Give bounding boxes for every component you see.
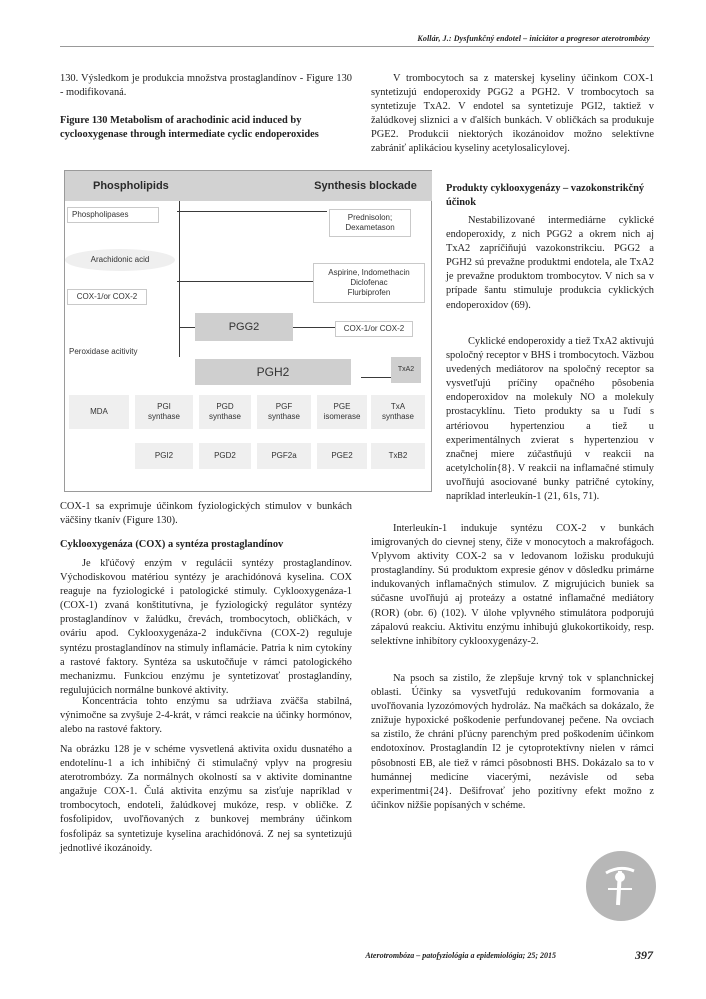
cox-expression-paragraph: COX-1 sa exprimuje účinkom fyziologických stimulov v bunkách väčšiny tkanív (Figure 130). — [60, 501, 352, 527]
footer-journal: Aterotrombóza – patofyziológia a epidemiológia; 25; 2015 — [365, 951, 556, 960]
fig-pgh2: PGH2 — [195, 359, 351, 385]
right-paragraph-0: V trombocytoch sa z materskej kyseliny účinkom COX-1 syntetizujú endoperoxidy PGG2 a PGH2. V trombocytoch sa syntetizuje TxA2. V endotel sa syntetizuje PGI2, taktiež v žalúdkovej sliznici a v ďalších bunkách. V obličkách sa produkuje PGE2. Produkcii niektorých ikozánoidov možno selektívne zabrániť aplikáciou kyseliny acetylosalicylovej. — [371, 73, 654, 155]
right-paragraph-2: Cyklické endoperoxidy a tiež TxA2 aktivujú spoločný receptor v BHS i trombocytoch. Väzbou uvedených mediátorov na spoločný receptor sa vysvetľujú príčiny opačného pôsobenia endoperoxidov na molekuly NO a molekuly prostacyklínu. Tieto produkty sa u ľudí s artériovou hypertenziou a tiež u experimentálnych zvierat s hypertenziou v značnej miere zúčastňujú v reakcii na acetylcholín{8}. V reakcii na inflamačné stimuly uvoľňujú asociované bunky patričné cytokíny, napríklad interleukín-1 (21, 61s, 71). — [446, 336, 654, 503]
fig-phospholipases: Phospholipases — [67, 207, 159, 223]
fig-txa-synthase: TxA synthase — [371, 395, 425, 429]
left-paragraph-3: Na obrázku 128 je v schéme vysvetlená aktivita oxidu dusnatého a endotelínu-1 a ich inhibičný či stimulačný vplyv na progresiu aterotrombózy. Za normálnych okolností sa v aktivite dominantne angažuje COX-1. Čulá aktivita enzýmu sa zisťuje napríklad v trombocytoch, endoteli, žalúdkovej mukóze, resp. v obličke. Z fosfolipidov, uvoľňovaných z bunkovej membrány účinkom fosfolipáz sa syntetizuje kyselina arachidónová. Z nej sa syntetizujú jednotlivé ikozánoidy. — [60, 744, 352, 854]
right-paragraph-3: Interleukín-1 indukuje syntézu COX-2 v bunkách imigrovaných do cievnej steny, čiže v monocytoch a makrofágoch. Vplyvom aktivity COX-2 sa v ledovanom ložisku produkujú prostaglandíny. Sú produktom expresie génov v dôsledku primárne indukovaných inflamačných stimulov. Z migrujúcich buniek sa súčasne uvoľňujú aj proteázy a ostatné inflamačné mediátory (ROR) (obr. 6) (102). V úlohe vplyvného stimulátora podporujú zápalovú reakciu. Aktivitu enzýmu inhibujú glukokortikoidy, resp. selektívne inhibítory cyklooxygenázy-2. — [371, 523, 654, 647]
fig-txa2-box: TxA2 — [391, 357, 421, 383]
fig-pgi2: PGI2 — [135, 443, 193, 469]
right-paragraph-4: Na psoch sa zistilo, že zlepšuje krvný tok v splanchnickej oblasti. Účinky sa vysvetľujú redukovaním formovania a uvoľňovania lyzozómových hydroláz. Na mačkách sa dokázalo, že znižuje hypoxické poškodenie perfundovanej pečene. Na ovciach sa zistilo, že chráni pľúcny parenchým pred poškodením účinkom endotoxínov. Prostaglandín I2 je cytoprotektívny nielen v rámci pôsobnosti EB, ale tiež v rámci pôsobnosti BHS. Dokázalo sa to v humánnej medicíne viacerými, nezávisle od seba experimentmi{24}. Dešifrovať jeho pozitívny efekt možno z účinkov nižšie popísaných v schéme. — [371, 673, 654, 811]
fig-line — [361, 377, 391, 378]
left-paragraph-1: Je kľúčový enzým v regulácii syntézy prostaglandínov. Východiskovou matériou syntézy je arachidónová kyselina. COX reaguje na fyziologické i patologické stimuly. Cyklooxygenáza-1 (COX-1) zvaná konštitutívna, je fyziologický regulátor syntézy prostaglandínov v žalúdku, črevách, trombocytoch, obličkách, v ováriu apod. Cyklooxygenáza-2 indukčívna (COX-2) reguluje syntézu prostaglandínov na stimuly inflamácie. Patria k nim cytokíny a rastové faktory. Syntéza sa uskutočňuje v rámci patologického mechanizmu. Funkciou enzýmu je syntetizovať prostaglandíny, regulujúcich normálne bunkové aktivity. — [60, 558, 352, 696]
running-head: Kollár, J.: Dysfunkčný endotel – iniciátor a progresor aterotrombózy — [417, 34, 650, 43]
fig-pge-isomerase: PGE isomerase — [317, 395, 367, 429]
figure-title: Figure 130 Metabolism of arachodinic acid induced by cyclooxygenase through intermediate cyclic endoperoxides — [60, 115, 319, 141]
fig-pge2: PGE2 — [317, 443, 367, 469]
fig-pgf2a: PGF2a — [257, 443, 311, 469]
section-title-cox: Cyklooxygenáza (COX) a syntéza prostaglandínov — [60, 539, 284, 550]
fig-line — [177, 281, 313, 282]
fig-aspirine: Aspirine, Indomethacin Diclofenac Flurbiprofen — [313, 263, 425, 303]
journal-logo — [586, 851, 656, 921]
fig-synthesis-blockade: Synthesis blockade — [299, 171, 432, 201]
fig-line — [179, 327, 195, 328]
fig-line — [179, 201, 180, 357]
fig-arachidonic: Arachidonic acid — [65, 249, 175, 271]
fig-mda: MDA — [69, 395, 129, 429]
section-title-products: Produkty cyklooxygenázy – vazokonstrikčný účinok — [446, 183, 645, 208]
fig-pgi-synthase: PGI synthase — [135, 395, 193, 429]
fig-prednisolon: Prednisolon; Dexametason — [329, 209, 411, 237]
left-paragraph-2: Koncentrácia tohto enzýmu sa udržiava zväčša stabilná, výnimočne sa zvyšuje 2-4-krát, v rámci reakcie na účinky hormónov, alebo na rastové faktory. — [60, 696, 352, 736]
header-rule — [60, 46, 654, 47]
fig-line — [177, 211, 327, 212]
fig-pgd-synthase: PGD synthase — [199, 395, 251, 429]
figure-diagram — [64, 170, 432, 492]
fig-txb2: TxB2 — [371, 443, 425, 469]
right-paragraph-1: Nestabilizované intermediárne cyklické endoperoxidy, z nich PGG2 a okrem nich aj TxA2 zapríčiňujú vazokonstrikciu. PGG2 a PGH2 sú prevažne produktmi endotela, ale TxA2 je prevažne produktom trombocytov. V nich sa v prípade šantu stimuluje produkcia cyklických endoperoxidov (69). — [446, 215, 654, 311]
fig-pgg2: PGG2 — [195, 313, 293, 341]
page-number: 397 — [635, 948, 653, 962]
fig-phospholipids: Phospholipids — [65, 171, 299, 201]
fig-pgd2: PGD2 — [199, 443, 251, 469]
intro-paragraph: 130. Výsledkom je produkcia množstva prostaglandínov - Figure 130 - modifikovaná. — [60, 73, 352, 99]
fig-cox-right: COX-1/or COX-2 — [335, 321, 413, 337]
fig-pgf-synthase: PGF synthase — [257, 395, 311, 429]
fig-peroxidase: Peroxidase acitivity — [69, 347, 138, 356]
fig-line — [293, 327, 335, 328]
fig-cox-left: COX-1/or COX-2 — [67, 289, 147, 305]
